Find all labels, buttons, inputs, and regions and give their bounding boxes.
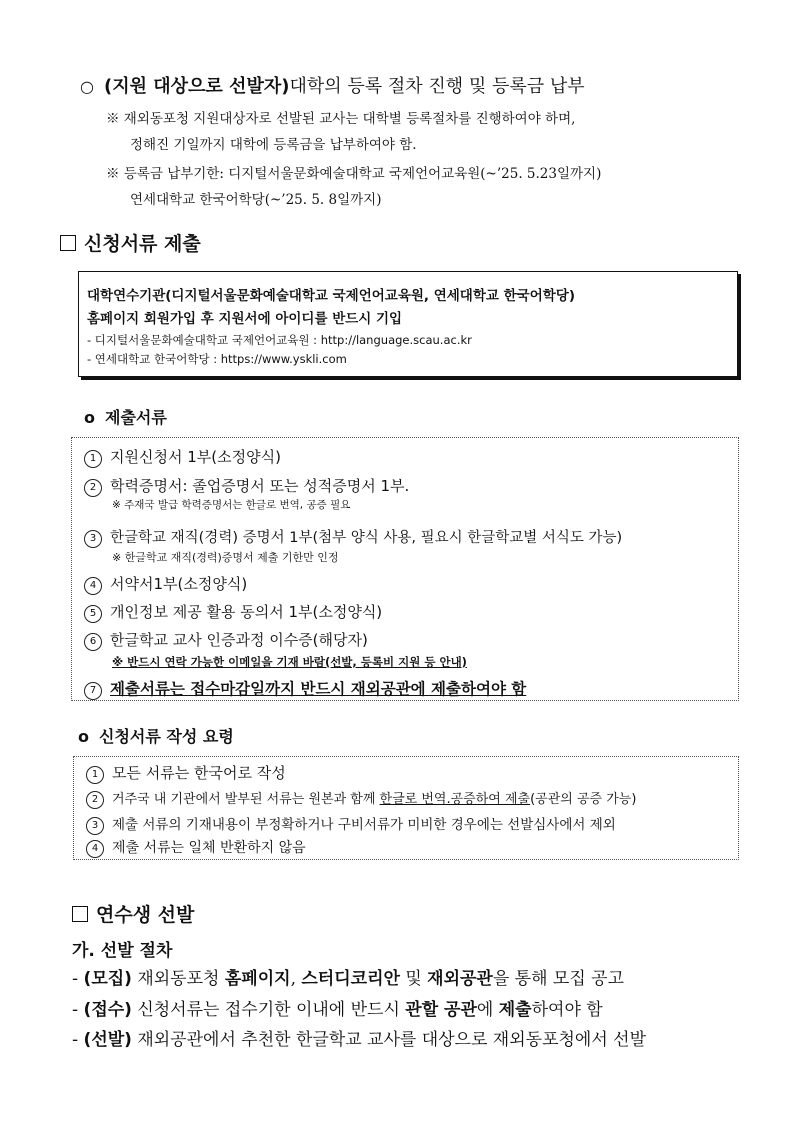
- intro-note-2b: 연세대학교 한국어학당(~’25. 5. 8일까지): [130, 192, 382, 208]
- intro-note-1b: 정해진 기일까지 대학에 등록금을 납부하여야 함.: [130, 137, 417, 153]
- square-bullet-icon: [72, 906, 88, 922]
- item-text-b: (공관의 공증 가능): [530, 792, 637, 807]
- item-text: 학력증명서: 졸업증명서 또는 성적증명서 1부.: [110, 477, 410, 495]
- item-number: 5: [84, 605, 102, 623]
- section-title-select: 연수생 선발: [96, 904, 195, 926]
- item-text: 한글학교 재직(경력) 증명서 1부(첨부 양식 사용, 필요시 한글학교별 서식도 가능): [110, 530, 623, 546]
- item-number: 2: [84, 479, 102, 497]
- item-number: 1: [84, 450, 102, 468]
- procedure-line-receipt: - (접수) 신청서류는 접수기한 이내에 반드시 관할 공관에 제출하여야 함: [72, 1000, 603, 1020]
- section-heading-docs: [60, 229, 201, 256]
- item-text: 개인정보 제공 활용 동의서 1부(소정양식): [110, 603, 383, 621]
- item-number: 1: [86, 766, 104, 784]
- receipt-text-d: 제출: [498, 1000, 532, 1020]
- circle-bullet-icon: o: [84, 408, 95, 427]
- recruit-text-e: 및: [399, 969, 428, 989]
- item-number: 3: [84, 530, 102, 548]
- receipt-tag: (접수): [83, 1000, 132, 1020]
- item-number: 6: [84, 633, 102, 651]
- receipt-text-e: 하여야 함: [531, 1000, 603, 1020]
- infobox-link2[interactable]: - 연세대학교 한국어학당 : https://www.yskli.com: [87, 352, 347, 366]
- receipt-text-a: 신청서류는 접수기한 이내에 반드시: [131, 1000, 406, 1020]
- writing-guide-title: 신청서류 작성 요령: [99, 727, 234, 746]
- selection-tag: (선발): [83, 1030, 132, 1050]
- procedure-title: 가. 선발 절차: [72, 941, 173, 961]
- recruit-text-d: 스터디코리안: [301, 969, 400, 989]
- item-text: 지원신청서 1부(소정양식): [110, 448, 281, 466]
- guide-item-3: [86, 813, 616, 835]
- guide-item-2: [86, 788, 636, 809]
- receipt-text-b: 관할 공관: [405, 1000, 477, 1020]
- procedure-line-recruit: - (모집) 재외동포청 홈페이지, 스터디코리안 및 재외공관을 통해 모집 공고: [72, 969, 625, 989]
- item-text: 제출 서류는 일체 반환하지 않음: [112, 840, 306, 856]
- item-number: 7: [84, 682, 102, 700]
- recruit-tag: (모집): [83, 969, 132, 989]
- submit-item-3-note: ※ 한글학교 재직(경력)증명서 제출 기한만 인정: [112, 551, 339, 564]
- item-number: 4: [84, 577, 102, 595]
- infobox-line2: 홈페이지 회원가입 후 지원서에 아이디를 반드시 기입: [87, 311, 403, 327]
- infobox-link1[interactable]: - 디지털서울문화예술대학교 국제언어교육원 : http://language.scau.ac.kr: [87, 333, 472, 347]
- circle-bullet-icon: o: [78, 727, 89, 746]
- submit-docs-heading: [84, 405, 167, 428]
- section-heading-select: [72, 900, 194, 927]
- recruit-text-g: 을 통해 모집 공고: [492, 969, 625, 989]
- submit-item-6: [84, 629, 368, 651]
- submit-item-4: [84, 573, 247, 595]
- square-bullet-icon: [60, 235, 76, 251]
- submit-item-6-note: ※ 반드시 연락 가능한 이메일을 기재 바람(선발, 등록비 지원 등 안내): [112, 655, 467, 669]
- submit-item-1: [84, 446, 281, 468]
- submit-item-2-note: ※ 주재국 발급 학력증명서는 한글로 번역, 공증 필요: [112, 499, 351, 511]
- recruit-text-a: 재외동포청: [131, 969, 225, 989]
- recruit-text-b: 홈페이지: [224, 969, 291, 989]
- university-info-box: [78, 271, 738, 377]
- submit-docs-title: 제출서류: [105, 408, 167, 427]
- writing-guide-heading: [78, 724, 234, 747]
- item-text-underlined: 한글로 번역.공증하여 제출: [379, 792, 531, 807]
- intro-bold: (지원 대상으로 선발자): [103, 76, 290, 97]
- item-text: 모든 서류는 한국어로 작성: [112, 764, 286, 782]
- submit-item-2: [84, 475, 409, 497]
- receipt-text-c: 에: [476, 1000, 499, 1020]
- circle-bullet-icon: ○: [80, 77, 94, 96]
- selection-text-a: 재외공관에서 추천한 한글학교 교사를 대상으로 재외동포청에서 선발: [131, 1030, 647, 1050]
- infobox-line1-a: 대학연수기관: [87, 288, 166, 304]
- writing-guide-box: [73, 756, 739, 860]
- infobox-line1: [87, 284, 575, 304]
- item-number: 3: [86, 817, 104, 835]
- submit-docs-box: [71, 437, 739, 701]
- item-number: 2: [86, 791, 104, 809]
- submit-item-7: [84, 677, 526, 700]
- infobox-line1-b: (디지털서울문화예술대학교 국제언어교육원, 연세대학교 한국어학당): [165, 288, 576, 304]
- item-text: 제출서류는 접수마감일까지 반드시 재외공관에 제출하여야 함: [110, 680, 527, 698]
- intro-line: [80, 72, 585, 98]
- intro-rest: 대학의 등록 절차 진행 및 등록금 납부: [289, 76, 585, 97]
- item-text: 제출 서류의 기재내용이 부정확하거나 구비서류가 미비한 경우에는 선발심사에서 제외: [112, 817, 616, 833]
- item-text-a: 거주국 내 기관에서 발부된 서류는 원본과 함께: [112, 792, 380, 807]
- item-text: 한글학교 교사 인증과정 이수증(해당자): [110, 631, 368, 649]
- procedure-line-selection: - (선발) 재외공관에서 추천한 한글학교 교사를 대상으로 재외동포청에서 선발: [72, 1030, 647, 1050]
- item-number: 4: [86, 840, 104, 858]
- submit-item-5: [84, 601, 382, 623]
- intro-note-1a: ※ 재외동포청 지원대상자로 선발된 교사는 대학별 등록절차를 진행하여야 하며,: [106, 111, 576, 127]
- submit-item-3: [84, 526, 622, 548]
- guide-item-1: [86, 762, 286, 784]
- recruit-text-f: 재외공관: [427, 969, 493, 989]
- recruit-text-c: ,: [290, 969, 302, 989]
- item-text: 서약서1부(소정양식): [110, 575, 248, 593]
- section-title-docs: 신청서류 제출: [84, 233, 201, 255]
- guide-item-4: [86, 837, 306, 858]
- intro-note-2a: ※ 등록금 납부기한: 디지털서울문화예술대학교 국제언어교육원(~’25. 5.23일까지): [106, 166, 602, 182]
